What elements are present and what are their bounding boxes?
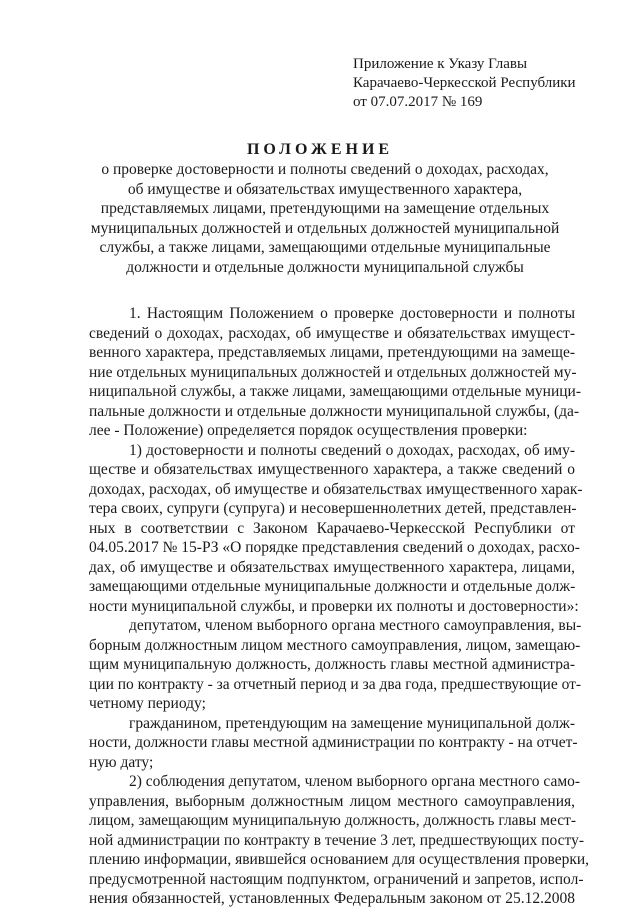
body-line: нения обязанностей, установленных Федеральным законом от 25.12.2008 bbox=[89, 890, 575, 907]
body-line: сведений о доходах, расходах, об имуществе и обязательствах имущест- bbox=[89, 324, 575, 342]
subtitle-line: службы, а также лицами, замещающими отдельные муниципальные bbox=[99, 239, 551, 256]
document-body bbox=[89, 304, 590, 909]
body-line: ной администрации по контракту в течение 3 лет, предшествующих посту- bbox=[89, 831, 585, 849]
body-line: 2) соблюдения депутатом, членом выборного органа местного само- bbox=[129, 773, 581, 790]
body-line: лицом, замещающим муниципальную должность, должность главы мест- bbox=[89, 812, 577, 829]
body-line: ных в соответствии с Законом Карачаево-Черкесской Республики от bbox=[89, 519, 575, 537]
body-line: лее - Положение) определяется порядок осуществления проверки: bbox=[89, 422, 528, 439]
body-line: депутатом, членом выборного органа местного самоуправления, вы- bbox=[129, 617, 582, 634]
body-line: пальные должности и отдельные должности муниципальной службы, (да- bbox=[89, 402, 580, 420]
appendix-header bbox=[353, 55, 576, 112]
body-line: ции по контракту - за отчетный период и за два года, предшествующие от- bbox=[89, 675, 582, 693]
subtitle-line: представляемых лицами, претендующими на замещение отдельных bbox=[100, 200, 550, 217]
body-line: венного характера, представляемых лицами, претендующими на замеще- bbox=[89, 344, 575, 361]
body-line: щим муниципальную должность, должность главы местной администра- bbox=[89, 656, 575, 673]
document-title: ПОЛОЖЕНИЕ bbox=[246, 141, 394, 158]
body-line: борным должностным лицом местного самоуправления, лицом, замещаю- bbox=[89, 636, 581, 654]
subtitle-line: об имуществе и обязательствах имущественного характера, bbox=[127, 180, 523, 198]
body-line: четному периоду; bbox=[89, 695, 206, 712]
appendix-line-3: от 07.07.2017 № 169 bbox=[353, 94, 483, 110]
body-line: дах, об имуществе и обязательствах имущественного характера, лицами, bbox=[89, 558, 575, 576]
body-line: ности, должности главы местной администрации по контракту - на отчет- bbox=[89, 734, 578, 751]
body-line: ние отдельных муниципальных должностей и отдельных должностей му- bbox=[89, 363, 577, 381]
body-line: доходах, расходах, об имуществе и обязательствах имущественного харак- bbox=[89, 480, 583, 498]
body-line: замещающими отдельные муниципальные должности и отдельные долж- bbox=[89, 578, 576, 595]
body-line: управления, выборным должностным лицом местного самоуправления, bbox=[89, 792, 575, 810]
appendix-line-1: Приложение к Указу Главы bbox=[353, 56, 528, 72]
body-line: 1. Настоящим Положением о проверке достоверности и полноты bbox=[129, 305, 575, 322]
subtitle-line: муниципальных должностей и отдельных должностей муниципальной bbox=[90, 219, 560, 237]
body-line: ниципальной службы, а также лицами, замещающими отдельные муници- bbox=[89, 383, 582, 400]
appendix-line-2: Карачаево-Черкесской Республики bbox=[353, 75, 576, 91]
body-line: 1) достоверности и полноты сведений о доходах, расходах, об иму- bbox=[129, 441, 575, 459]
subtitle-line: о проверке достоверности и полноты сведений о доходах, расходах, bbox=[101, 161, 549, 178]
body-line: тера своих, супруги (супруга) и несовершеннолетних детей, представлен- bbox=[89, 500, 577, 517]
body-line: ную дату; bbox=[89, 753, 154, 771]
body-line: ществе и обязательствах имущественного характера, а также сведений о bbox=[89, 461, 575, 478]
body-line: гражданином, претендующим на замещение муниципальной долж- bbox=[129, 714, 575, 732]
subtitle-line: должности и отдельные должности муниципальной службы bbox=[126, 258, 524, 276]
body-line: плению информации, явившейся основанием для осуществления проверки, bbox=[89, 851, 590, 868]
body-line: 04.05.2017 № 15-РЗ «О порядке представления сведений о доходах, расхо- bbox=[89, 539, 580, 556]
body-line: предусмотренной настоящим подпунктом, ограничений и запретов, испол- bbox=[89, 870, 584, 888]
document-subtitle bbox=[90, 160, 560, 277]
body-line: ности муниципальной службы, и проверки их полноты и достоверности»: bbox=[89, 597, 579, 615]
